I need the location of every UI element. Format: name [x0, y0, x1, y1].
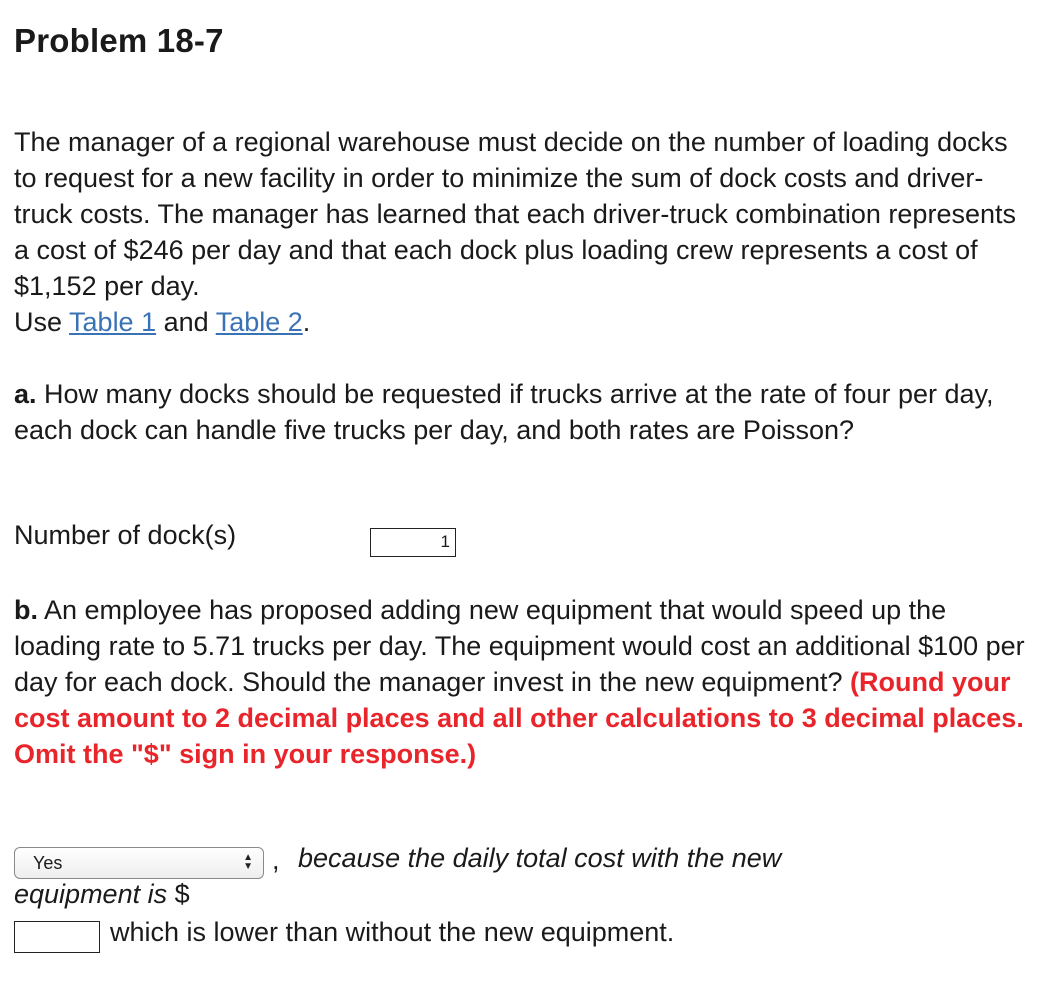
part-b-question — [14, 592, 1034, 772]
table-2-link[interactable]: Table 2 — [215, 307, 303, 337]
select-arrows-icon: ▲ ▼ — [243, 852, 253, 872]
invest-decision-select[interactable] — [14, 847, 264, 879]
table-1-link[interactable]: Table 1 — [69, 307, 157, 337]
problem-title: Problem 18-7 — [14, 22, 224, 59]
part-a-question — [14, 376, 1034, 448]
because-text: because the daily total cost with the new — [298, 843, 782, 873]
use-prefix: Use — [14, 307, 63, 337]
part-b-label: b. — [14, 595, 38, 625]
intro-text: The manager of a regional warehouse must decide on the number of loading docks to request for a new facility in order to minimize the sum of dock costs and driver-truck costs. The manager has learned that each driver-truck combination represents a cost of $246 per day and that each dock plus loading crew represents a cost of $1,152 per day. — [14, 127, 1016, 301]
equipment-line — [14, 879, 190, 910]
and-text: and — [163, 307, 209, 337]
comma: , — [272, 845, 280, 875]
rounding-instruction: (Round your cost amount to 2 decimal places and all other calculations to 3 decimal places. Omit the "$" sign in your response.) — [14, 667, 1024, 769]
docks-input[interactable]: 1 — [370, 528, 456, 557]
dollar-sign: $ — [174, 879, 190, 909]
lower-text: which is lower than without the new equipment. — [110, 917, 675, 947]
part-a-label: a. — [14, 379, 37, 409]
docks-answer-label: Number of dock(s) — [14, 520, 237, 550]
part-a-text: How many docks should be requested if trucks arrive at the rate of four per day, each dock can handle five trucks per day, and both rates are Poisson? — [14, 379, 994, 445]
problem-intro — [14, 124, 1034, 340]
select-value: Yes — [33, 853, 63, 873]
equipment-text: equipment is — [14, 879, 168, 909]
part-b-text: An employee has proposed adding new equipment that would speed up the loading rate to 5.71 trucks per day. The equipment would cost an additional $100 per day for each dock. Should the manager invest in the new equipment? — [14, 595, 1025, 697]
total-cost-input[interactable] — [14, 921, 100, 953]
period: . — [302, 307, 311, 337]
